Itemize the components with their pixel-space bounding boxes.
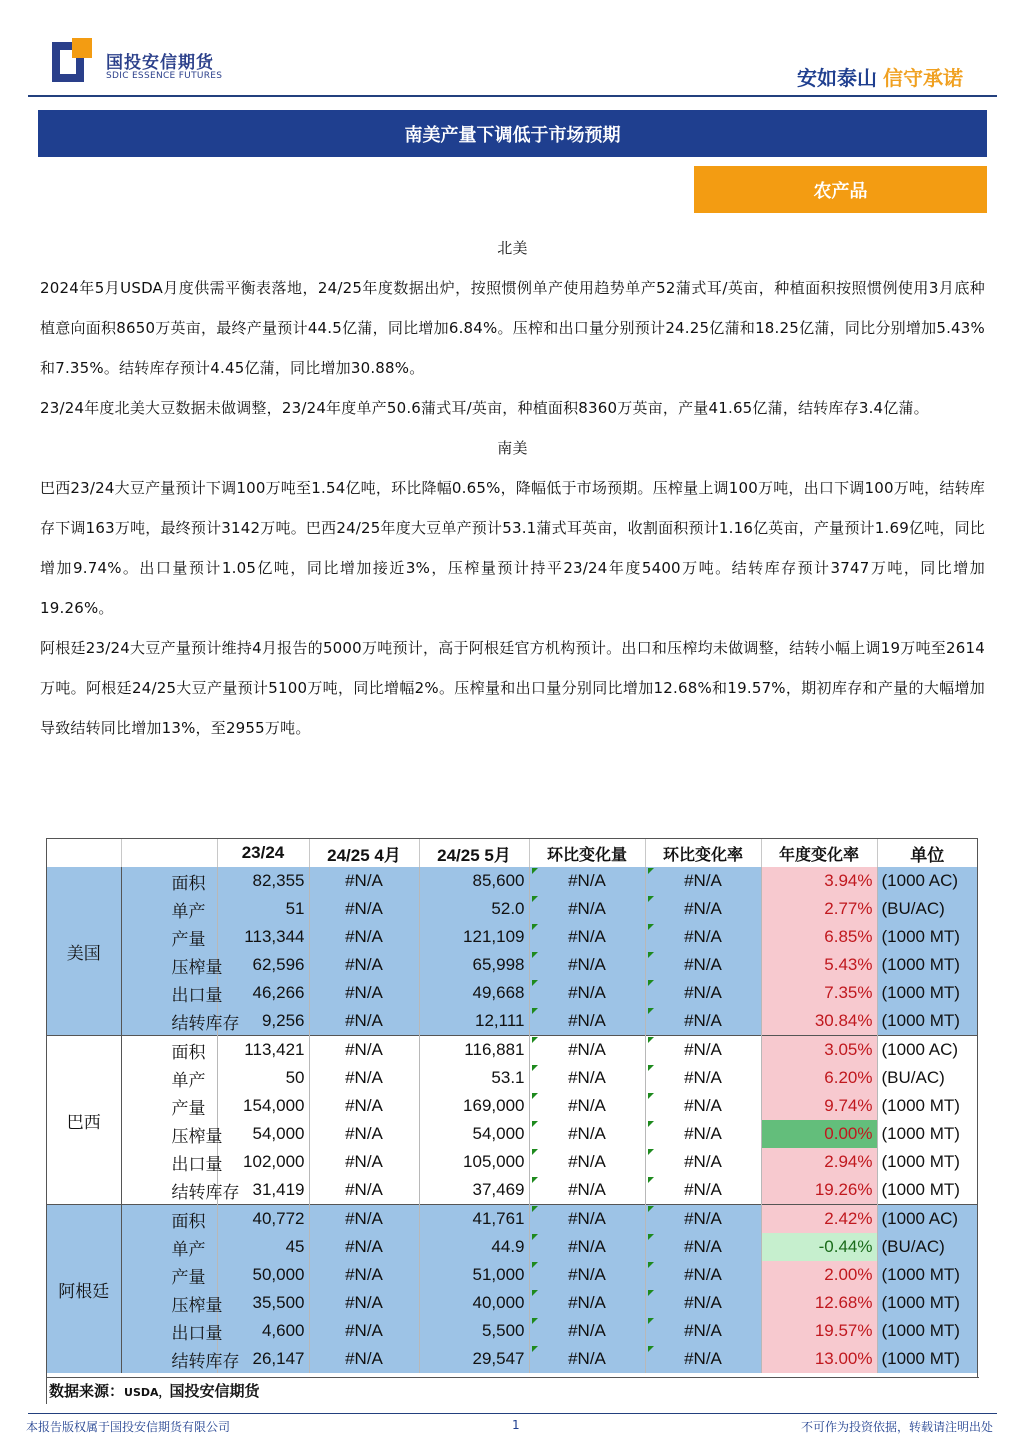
value-may-cell: 5,500 (419, 1317, 529, 1345)
mom-change-cell: #N/A (529, 1092, 645, 1120)
data-source-label: 数据来源： (49, 1382, 125, 1400)
yoy-rate-cell: 7.35% (761, 979, 877, 1007)
unit-cell: (1000 MT) (877, 1148, 977, 1176)
header-cell: 单位 (877, 839, 977, 867)
value-apr-cell: #N/A (309, 1233, 419, 1261)
unit-cell: (1000 MT) (877, 951, 977, 979)
metric-cell: 压榨量 (121, 1120, 217, 1148)
value-apr-cell: #N/A (309, 1148, 419, 1176)
value-2324-cell: 9,256 (217, 1007, 309, 1036)
yoy-rate-cell: 9.74% (761, 1092, 877, 1120)
value-2324-cell: 50 (217, 1064, 309, 1092)
value-2324-cell: 46,266 (217, 979, 309, 1007)
mom-change-cell: #N/A (529, 1317, 645, 1345)
header-cell: 环比变化率 (645, 839, 761, 867)
value-apr-cell: #N/A (309, 923, 419, 951)
value-2324-cell: 82,355 (217, 867, 309, 895)
table-row (47, 951, 977, 979)
value-apr-cell: #N/A (309, 1205, 419, 1234)
value-may-cell: 105,000 (419, 1148, 529, 1176)
supply-demand-table (46, 838, 978, 1404)
metric-cell: 结转库存 (121, 1176, 217, 1205)
wasde-table (47, 839, 977, 1373)
table-row (47, 895, 977, 923)
value-may-cell: 29,547 (419, 1345, 529, 1373)
paragraph-na-2: 23/24年度北美大豆数据未做调整，23/24年度单产50.6蒲式耳/英亩，种植面积8360万英亩，产量41.65亿蒲，结转库存3.4亿蒲。 (40, 399, 929, 417)
metric-cell: 出口量 (121, 1317, 217, 1345)
header-cell: 24/25 4月 (309, 839, 419, 867)
value-2324-cell: 40,772 (217, 1205, 309, 1234)
table-row (47, 1289, 977, 1317)
table-header-row (47, 839, 977, 867)
metric-cell: 结转库存 (121, 1007, 217, 1036)
metric-cell: 面积 (121, 1036, 217, 1065)
mom-rate-cell: #N/A (645, 867, 761, 895)
mom-change-cell: #N/A (529, 979, 645, 1007)
metric-cell: 面积 (121, 1205, 217, 1234)
value-apr-cell: #N/A (309, 1007, 419, 1036)
value-may-cell: 12,111 (419, 1007, 529, 1036)
category-tag: 农产品 (694, 166, 987, 213)
mom-rate-cell: #N/A (645, 951, 761, 979)
value-2324-cell: 102,000 (217, 1148, 309, 1176)
value-2324-cell: 4,600 (217, 1317, 309, 1345)
unit-cell: (1000 AC) (877, 1205, 977, 1234)
metric-cell: 压榨量 (121, 1289, 217, 1317)
yoy-rate-cell: 0.00% (761, 1120, 877, 1148)
mom-rate-cell: #N/A (645, 1120, 761, 1148)
mom-rate-cell: #N/A (645, 1148, 761, 1176)
region-cell: 美国 (47, 867, 121, 1036)
section-heading-north-america: 北美 (497, 239, 528, 257)
table-body (47, 867, 977, 1373)
value-2324-cell: 113,421 (217, 1036, 309, 1065)
value-2324-cell: 45 (217, 1233, 309, 1261)
yoy-rate-cell: 5.43% (761, 951, 877, 979)
unit-cell: (1000 MT) (877, 979, 977, 1007)
unit-cell: (1000 AC) (877, 867, 977, 895)
value-may-cell: 53.1 (419, 1064, 529, 1092)
value-2324-cell: 54,000 (217, 1120, 309, 1148)
header-cell (121, 839, 217, 867)
metric-cell: 单产 (121, 1064, 217, 1092)
yoy-rate-cell: 2.00% (761, 1261, 877, 1289)
mom-rate-cell: #N/A (645, 1007, 761, 1036)
value-apr-cell: #N/A (309, 867, 419, 895)
data-source-sdic: 国投安信期货 (169, 1382, 260, 1400)
table-row (47, 1176, 977, 1205)
unit-cell: (1000 MT) (877, 1007, 977, 1036)
yoy-rate-cell: 3.05% (761, 1036, 877, 1065)
mom-change-cell: #N/A (529, 867, 645, 895)
yoy-rate-cell: 3.94% (761, 867, 877, 895)
value-may-cell: 85,600 (419, 867, 529, 895)
value-apr-cell: #N/A (309, 951, 419, 979)
unit-cell: (1000 MT) (877, 1317, 977, 1345)
footer-disclaimer: 不可作为投资依据，转载请注明出处 (800, 1420, 993, 1434)
value-may-cell: 41,761 (419, 1205, 529, 1234)
slogan-part-2: 信守承诺 (883, 66, 963, 90)
metric-cell: 面积 (121, 867, 217, 895)
unit-cell: (1000 MT) (877, 1289, 977, 1317)
slogan (797, 62, 963, 91)
mom-rate-cell: #N/A (645, 1205, 761, 1234)
footer-copyright: 本报告版权属于国投安信期货有限公司 (26, 1420, 231, 1434)
yoy-rate-cell: 6.85% (761, 923, 877, 951)
value-2324-cell: 50,000 (217, 1261, 309, 1289)
table-row (47, 979, 977, 1007)
unit-cell: (1000 MT) (877, 923, 977, 951)
value-may-cell: 52.0 (419, 895, 529, 923)
metric-cell: 结转库存 (121, 1345, 217, 1373)
mom-rate-cell: #N/A (645, 1317, 761, 1345)
slogan-part-1: 安如泰山 (797, 66, 877, 90)
section-heading-south-america: 南美 (497, 439, 528, 457)
yoy-rate-cell: 13.00% (761, 1345, 877, 1373)
value-2324-cell: 62,596 (217, 951, 309, 979)
mom-change-cell: #N/A (529, 1233, 645, 1261)
value-may-cell: 49,668 (419, 979, 529, 1007)
table-row (47, 1036, 977, 1065)
header-cell: 24/25 5月 (419, 839, 529, 867)
table-row (47, 1317, 977, 1345)
company-logo (52, 38, 252, 88)
unit-cell: (BU/AC) (877, 1064, 977, 1092)
unit-cell: (BU/AC) (877, 895, 977, 923)
paragraph-sa-1: 巴西23/24大豆产量预计下调100万吨至1.54亿吨，环比降幅0.65%，降幅低于市场预期。压榨量上调100万吨，出口下调100万吨，结转库存下调163万吨，最终预计3142万吨。巴西24/25年度大豆单产预计53.1蒲式耳英亩，收割面积预计1.16亿英亩，产量预计1.69亿吨，同比增加9.74%。出口量预计1.05亿吨，同比增加接近3%，压榨量预计持平23/24年度5400万吨。结转库存预计3747万吨，同比增加19.26%。 (40, 479, 985, 617)
metric-cell: 产量 (121, 923, 217, 951)
table-row (47, 1007, 977, 1036)
value-may-cell: 65,998 (419, 951, 529, 979)
value-may-cell: 169,000 (419, 1092, 529, 1120)
yoy-rate-cell: 6.20% (761, 1064, 877, 1092)
mom-rate-cell: #N/A (645, 895, 761, 923)
metric-cell: 单产 (121, 895, 217, 923)
logo-mark-icon (52, 38, 96, 82)
data-source-usda: USDA， (124, 1386, 170, 1399)
unit-cell: (1000 MT) (877, 1092, 977, 1120)
value-apr-cell: #N/A (309, 1176, 419, 1205)
mom-change-cell: #N/A (529, 895, 645, 923)
footer-divider (28, 1413, 997, 1414)
table-row (47, 1261, 977, 1289)
mom-rate-cell: #N/A (645, 979, 761, 1007)
page-number: 1 (512, 1418, 520, 1432)
mom-change-cell: #N/A (529, 1007, 645, 1036)
header-cell (47, 839, 121, 867)
unit-cell: (1000 AC) (877, 1036, 977, 1065)
value-apr-cell: #N/A (309, 1064, 419, 1092)
mom-change-cell: #N/A (529, 1120, 645, 1148)
metric-cell: 出口量 (121, 979, 217, 1007)
mom-rate-cell: #N/A (645, 1261, 761, 1289)
mom-rate-cell: #N/A (645, 1289, 761, 1317)
table-row (47, 1120, 977, 1148)
header-divider (28, 95, 997, 97)
mom-change-cell: #N/A (529, 923, 645, 951)
report-title: 南美产量下调低于市场预期 (38, 110, 987, 157)
mom-rate-cell: #N/A (645, 1036, 761, 1065)
metric-cell: 压榨量 (121, 951, 217, 979)
yoy-rate-cell: -0.44% (761, 1233, 877, 1261)
header-cell: 23/24 (217, 839, 309, 867)
mom-change-cell: #N/A (529, 1036, 645, 1065)
unit-cell: (1000 MT) (877, 1176, 977, 1205)
company-name-en: SDIC ESSENCE FUTURES (106, 71, 223, 81)
value-apr-cell: #N/A (309, 979, 419, 1007)
yoy-rate-cell: 2.94% (761, 1148, 877, 1176)
paragraph-na-1: 2024年5月USDA月度供需平衡表落地，24/25年度数据出炉，按照惯例单产使用趋势单产52蒲式耳/英亩，种植面积按照惯例使用3月底种植意向面积8650万英亩，最终产量预计44.5亿蒲，同比增加6.84%。压榨和出口量分别预计24.25亿蒲和18.25亿蒲，同比分别增加5.43%和7.35%。结转库存预计4.45亿蒲，同比增加30.88%。 (40, 279, 985, 377)
value-2324-cell: 154,000 (217, 1092, 309, 1120)
table-row (47, 1345, 977, 1373)
header-cell: 年度变化率 (761, 839, 877, 867)
value-apr-cell: #N/A (309, 1092, 419, 1120)
report-body (40, 228, 985, 748)
metric-cell: 产量 (121, 1092, 217, 1120)
value-2324-cell: 51 (217, 895, 309, 923)
table-row (47, 1064, 977, 1092)
value-apr-cell: #N/A (309, 1120, 419, 1148)
value-may-cell: 116,881 (419, 1036, 529, 1065)
yoy-rate-cell: 19.26% (761, 1176, 877, 1205)
metric-cell: 产量 (121, 1261, 217, 1289)
unit-cell: (BU/AC) (877, 1233, 977, 1261)
mom-rate-cell: #N/A (645, 1092, 761, 1120)
yoy-rate-cell: 30.84% (761, 1007, 877, 1036)
region-cell: 巴西 (47, 1036, 121, 1205)
table-row (47, 1205, 977, 1234)
value-may-cell: 121,109 (419, 923, 529, 951)
mom-change-cell: #N/A (529, 1345, 645, 1373)
yoy-rate-cell: 2.77% (761, 895, 877, 923)
unit-cell: (1000 MT) (877, 1120, 977, 1148)
value-apr-cell: #N/A (309, 1289, 419, 1317)
value-may-cell: 40,000 (419, 1289, 529, 1317)
yoy-rate-cell: 2.42% (761, 1205, 877, 1234)
metric-cell: 出口量 (121, 1148, 217, 1176)
paragraph-sa-2: 阿根廷23/24大豆产量预计维持4月报告的5000万吨预计，高于阿根廷官方机构预计。出口和压榨均未做调整，结转小幅上调19万吨至2614万吨。阿根廷24/25大豆产量预计5100万吨，同比增幅2%。压榨量和出口量分别同比增加12.68%和19.57%，期初库存和产量的大幅增加导致结转同比增加13%，至2955万吨。 (40, 639, 985, 737)
mom-rate-cell: #N/A (645, 1064, 761, 1092)
table-row (47, 867, 977, 895)
mom-rate-cell: #N/A (645, 1345, 761, 1373)
mom-rate-cell: #N/A (645, 1176, 761, 1205)
value-may-cell: 37,469 (419, 1176, 529, 1205)
value-may-cell: 54,000 (419, 1120, 529, 1148)
value-apr-cell: #N/A (309, 1317, 419, 1345)
mom-change-cell: #N/A (529, 1261, 645, 1289)
mom-rate-cell: #N/A (645, 923, 761, 951)
unit-cell: (1000 MT) (877, 1261, 977, 1289)
header-cell: 环比变化量 (529, 839, 645, 867)
table-row (47, 923, 977, 951)
mom-change-cell: #N/A (529, 1289, 645, 1317)
mom-change-cell: #N/A (529, 1176, 645, 1205)
mom-change-cell: #N/A (529, 1205, 645, 1234)
value-2324-cell: 26,147 (217, 1345, 309, 1373)
value-2324-cell: 35,500 (217, 1289, 309, 1317)
metric-cell: 单产 (121, 1233, 217, 1261)
value-apr-cell: #N/A (309, 1345, 419, 1373)
company-name-cn: 国投安信期货 (106, 53, 214, 73)
value-apr-cell: #N/A (309, 1036, 419, 1065)
value-2324-cell: 31,419 (217, 1176, 309, 1205)
table-row (47, 1092, 977, 1120)
table-row (47, 1148, 977, 1176)
value-may-cell: 44.9 (419, 1233, 529, 1261)
table-row (47, 1233, 977, 1261)
mom-change-cell: #N/A (529, 1064, 645, 1092)
region-cell: 阿根廷 (47, 1205, 121, 1374)
value-apr-cell: #N/A (309, 895, 419, 923)
value-2324-cell: 113,344 (217, 923, 309, 951)
data-source (47, 1377, 979, 1404)
mom-change-cell: #N/A (529, 951, 645, 979)
mom-rate-cell: #N/A (645, 1233, 761, 1261)
mom-change-cell: #N/A (529, 1148, 645, 1176)
unit-cell: (1000 MT) (877, 1345, 977, 1373)
value-apr-cell: #N/A (309, 1261, 419, 1289)
yoy-rate-cell: 19.57% (761, 1317, 877, 1345)
value-may-cell: 51,000 (419, 1261, 529, 1289)
yoy-rate-cell: 12.68% (761, 1289, 877, 1317)
